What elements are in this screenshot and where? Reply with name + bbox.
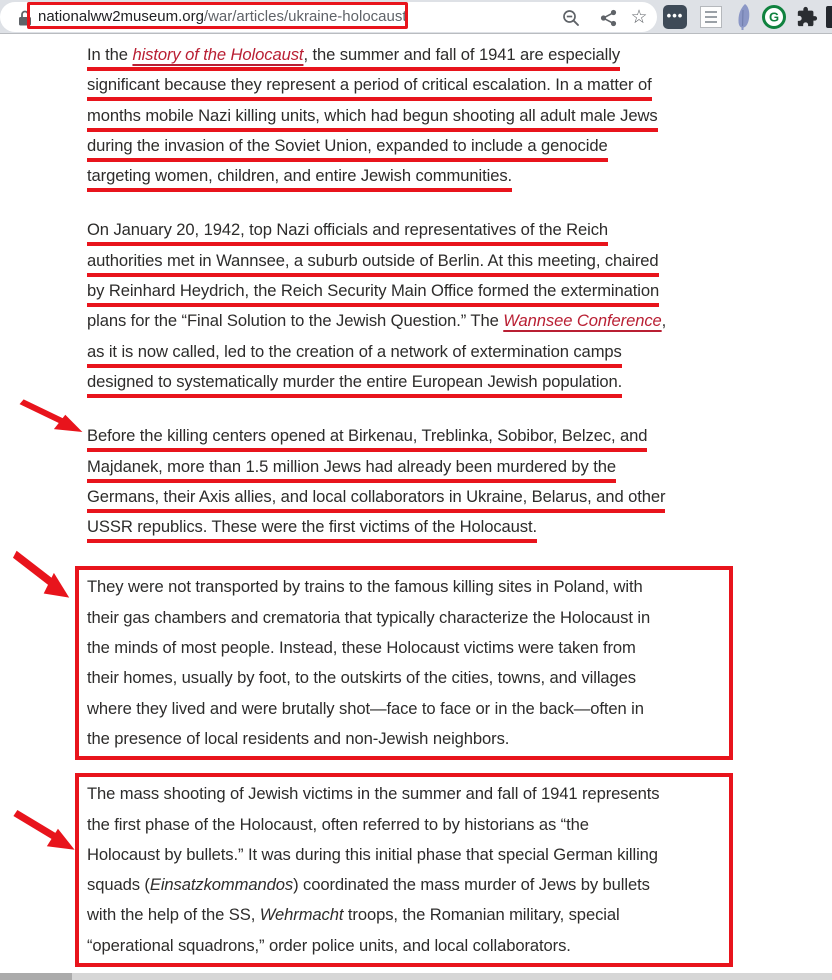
feather-extension-icon[interactable]	[736, 4, 752, 30]
annotation-underline	[87, 372, 622, 398]
text-segment: ,	[661, 311, 667, 331]
text-segment: squads (	[87, 875, 150, 895]
text-line	[87, 840, 721, 870]
text-segment: by Reinhard Heydrich, the Reich Security Main Office formed the extermination	[87, 281, 660, 301]
annotation-underline	[87, 136, 608, 162]
annotation-boxed-paragraph	[75, 566, 733, 760]
text-line	[87, 810, 721, 840]
text-segment: Before the killing centers opened at Birkenau, Treblinka, Sobibor, Belzec, and	[87, 426, 648, 446]
text-line	[87, 276, 832, 306]
text-segment: , the summer and fall of 1941 are especially	[303, 45, 621, 64]
url-path: /war/articles/ukraine-holocaust	[203, 8, 407, 25]
lock-icon	[18, 10, 32, 26]
text-line	[87, 337, 832, 367]
bookmark-star-icon[interactable]: ☆	[630, 7, 648, 28]
annotation-boxed-paragraph	[75, 773, 733, 967]
text-line	[87, 421, 832, 451]
text-line	[87, 931, 721, 961]
italic-text: Wehrmacht	[259, 905, 344, 925]
annotation-underline	[87, 281, 659, 307]
text-segment: as it is now called, led to the creation of a network of extermination camps	[87, 341, 622, 361]
annotation-underline	[87, 75, 652, 101]
share-icon[interactable]	[599, 8, 619, 28]
text-segment: the presence of local residents and non-Jewish neighbors.	[87, 728, 510, 748]
text-line	[87, 870, 721, 900]
paragraph	[87, 40, 832, 191]
text-segment: the first phase of the Holocaust, often referred to by historians as “the	[87, 814, 589, 834]
text-segment: where they lived and were brutally shot—face to face or in the back—often in	[87, 698, 644, 718]
article-link[interactable]: Wannsee Conference	[503, 311, 662, 331]
browser-toolbar	[0, 0, 832, 34]
url-domain: nationalww2museum.org	[38, 8, 204, 25]
annotation-underline	[87, 517, 537, 543]
annotation-underline	[87, 166, 512, 192]
text-segment: Germans, their Axis allies, and local collaborators in Ukraine, Belarus, and other	[87, 486, 666, 506]
text-line	[87, 482, 832, 512]
text-segment: designed to systematically murder the entire European Jewish population.	[87, 371, 623, 391]
text-line	[87, 367, 832, 397]
text-segment: USSR republics. These were the first victims of the Holocaust.	[87, 517, 537, 537]
url-text[interactable]	[38, 8, 407, 25]
annotation-underline	[87, 220, 608, 246]
text-line	[87, 694, 721, 724]
cut-off-toolbar-icon[interactable]	[826, 6, 832, 28]
text-segment: plans for the “Final Solution to the Jewish Question.” The	[87, 311, 504, 331]
annotation-underline	[87, 342, 622, 368]
window-bottom-edge-dark-segment	[0, 973, 72, 980]
text-line	[87, 101, 832, 131]
text-line	[87, 40, 832, 70]
text-segment: “operational squadrons,” order police units, and local collaborators.	[87, 935, 571, 955]
article-body	[0, 34, 832, 980]
svg-text:G: G	[768, 9, 780, 25]
text-line	[87, 663, 721, 693]
text-line	[87, 572, 721, 602]
text-segment: In the	[87, 45, 133, 64]
extensions-puzzle-icon[interactable]	[796, 6, 818, 28]
text-segment: during the invasion of the Soviet Union, expanded to include a genocide	[87, 135, 608, 155]
text-segment: Holocaust by bullets.” It was during this initial phase that special German killing	[87, 844, 658, 864]
paragraph	[87, 421, 832, 542]
text-segment: troops, the Romanian military, special	[343, 905, 620, 925]
text-segment: authorities met in Wannsee, a suburb outside of Berlin. At this meeting, chaired	[87, 250, 659, 270]
text-line	[87, 633, 721, 663]
text-segment: the minds of most people. Instead, these Holocaust victims were taken from	[87, 638, 636, 658]
text-line	[87, 603, 721, 633]
text-line	[87, 215, 832, 245]
annotation-underline	[87, 426, 647, 452]
extension-ellipsis-icon[interactable]: •••	[663, 5, 687, 29]
annotation-underline	[87, 487, 665, 513]
grammarly-icon[interactable]	[762, 5, 786, 29]
address-bar[interactable]	[0, 2, 657, 32]
paragraph	[87, 215, 832, 397]
text-segment: their homes, usually by foot, to the outskirts of the cities, towns, and villages	[87, 668, 636, 688]
text-segment: with the help of the SS,	[87, 905, 260, 925]
italic-text: Einsatzkommandos	[149, 875, 294, 895]
text-line	[87, 131, 832, 161]
text-line	[87, 724, 721, 754]
text-segment: ) coordinated the mass murder of Jews by bullets	[293, 875, 650, 895]
annotation-underline	[87, 457, 616, 483]
text-segment: months mobile Nazi killing units, which had begun shooting all adult male Jews	[87, 105, 658, 125]
zoom-out-icon[interactable]	[561, 8, 581, 28]
annotation-underline	[87, 45, 620, 71]
text-segment: The mass shooting of Jewish victims in the summer and fall of 1941 represents	[87, 784, 660, 804]
text-line	[87, 900, 721, 930]
text-line	[87, 161, 832, 191]
text-segment: They were not transported by trains to the famous killing sites in Poland, with	[87, 577, 643, 597]
annotation-underline	[87, 251, 659, 277]
text-line	[87, 306, 832, 336]
reader-mode-icon[interactable]	[700, 6, 722, 28]
text-segment: targeting women, children, and entire Jewish communities.	[87, 166, 513, 186]
text-segment: Majdanek, more than 1.5 million Jews had already been murdered by the	[87, 456, 617, 476]
text-line	[87, 246, 832, 276]
text-line	[87, 779, 721, 809]
text-segment: significant because they represent a period of critical escalation. In a matter of	[87, 75, 652, 95]
annotation-underline	[87, 106, 658, 132]
text-line	[87, 512, 832, 542]
text-line	[87, 70, 832, 100]
article-link[interactable]: history of the Holocaust	[132, 45, 304, 64]
text-line	[87, 452, 832, 482]
window-bottom-edge	[0, 973, 832, 980]
text-segment: their gas chambers and crematoria that typically characterize the Holocaust in	[87, 607, 651, 627]
text-segment: On January 20, 1942, top Nazi officials and representatives of the Reich	[87, 220, 609, 240]
